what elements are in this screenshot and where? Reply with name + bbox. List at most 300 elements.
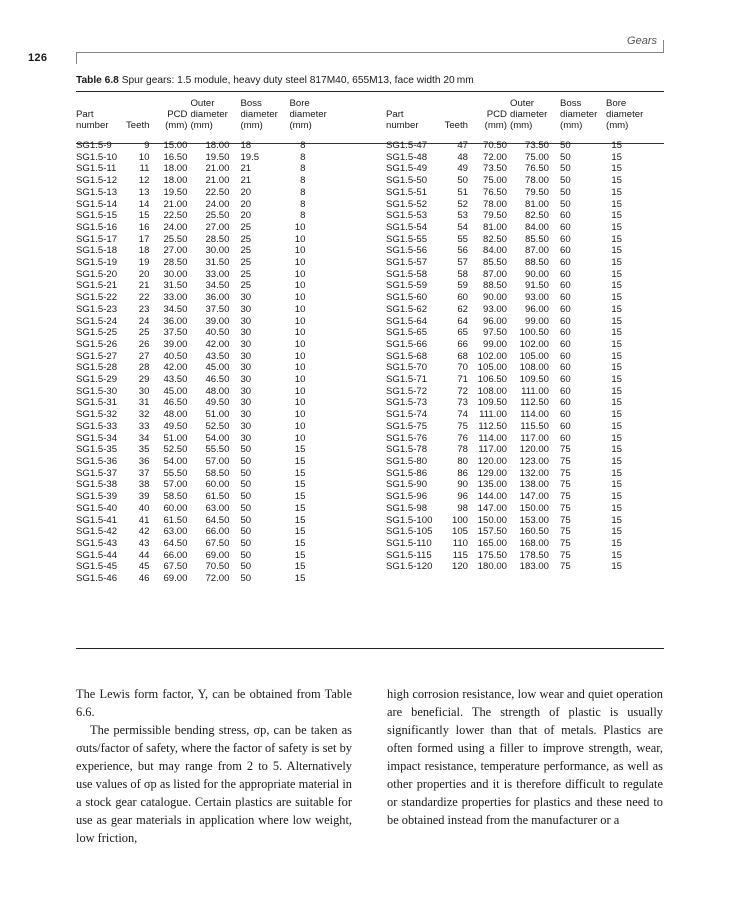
- table-cell: 48: [457, 151, 468, 163]
- table-cell: 78.00: [524, 175, 549, 187]
- table-cell: 19.5: [240, 151, 260, 163]
- table-cell: 50: [240, 444, 252, 456]
- table-cell: 46.50: [163, 397, 188, 409]
- table-cell: 60: [560, 374, 571, 386]
- column-header: number: [386, 120, 419, 131]
- table-cell: 15: [611, 327, 622, 339]
- table-cell: 25: [240, 280, 252, 292]
- table-cell: 98: [457, 502, 468, 514]
- table-bottom-rule: [76, 648, 664, 649]
- table-row: [386, 397, 648, 409]
- table-cell: 25.50: [163, 233, 188, 245]
- table-cell: 15: [294, 455, 306, 467]
- table-cell: 13: [138, 186, 150, 198]
- table-cell: 82.50: [482, 233, 507, 245]
- table-cell: 93.00: [482, 303, 507, 315]
- table-cell: SG1.5-42: [76, 526, 118, 538]
- table-cell: 69.00: [205, 549, 230, 561]
- table-cell: 90: [457, 479, 468, 491]
- table-cell: SG1.5-20: [76, 268, 118, 280]
- table-cell: 70: [457, 362, 468, 374]
- table-cell: 50: [560, 163, 571, 175]
- table-cell: 178.50: [519, 549, 549, 561]
- body-column-left: [76, 685, 352, 847]
- gear-table-left: [76, 98, 331, 585]
- column-header: (mm): [190, 120, 213, 131]
- table-cell: 50: [240, 502, 252, 514]
- table-cell: 8: [300, 210, 306, 222]
- table-cell: 10: [294, 221, 306, 233]
- table-cell: 10: [294, 268, 306, 280]
- table-cell: 15: [611, 140, 622, 151]
- table-row: [76, 362, 331, 374]
- table-cell: SG1.5-100: [386, 514, 433, 526]
- table-cell: SG1.5-96: [386, 491, 428, 503]
- table-cell: 60: [560, 409, 571, 421]
- table-cell: 8: [300, 151, 306, 163]
- table-cell: SG1.5-78: [386, 444, 428, 456]
- table-cell: 66.00: [163, 549, 188, 561]
- table-cell: 20: [240, 186, 252, 198]
- table-cell: 22.50: [163, 210, 188, 222]
- table-cell: 10: [294, 432, 306, 444]
- table-cell: 60: [560, 245, 571, 257]
- spacer-cell: [76, 131, 331, 140]
- table-cell: 8: [300, 198, 306, 210]
- table-cell: SG1.5-12: [76, 175, 118, 187]
- table-row: [76, 187, 331, 199]
- table-cell: 115.50: [520, 420, 549, 432]
- table-cell: 70.50: [482, 140, 507, 151]
- table-cell: 49.50: [163, 420, 188, 432]
- table-cell: 39: [138, 491, 150, 503]
- table-cell: SG1.5-49: [386, 163, 428, 175]
- table-row: [386, 257, 648, 269]
- table-cell: 84.00: [524, 221, 549, 233]
- table-cell: SG1.5-19: [76, 257, 118, 269]
- table-cell: SG1.5-62: [386, 303, 428, 315]
- table-cell: 99.00: [482, 338, 507, 350]
- table-cell: 85.50: [482, 257, 507, 269]
- table-cell: 28.50: [205, 233, 230, 245]
- table-cell: 50: [240, 491, 252, 503]
- table-cell: 30: [240, 374, 252, 386]
- table-cell: 33: [138, 420, 150, 432]
- column-header: Bore: [606, 98, 627, 109]
- table-cell: 10: [294, 233, 306, 245]
- table-row: [386, 433, 648, 445]
- table-cell: SG1.5-44: [76, 549, 118, 561]
- table-caption: [76, 75, 474, 86]
- table-row: [76, 234, 331, 246]
- table-cell: 15: [611, 444, 622, 456]
- table-cell: 150.00: [477, 514, 507, 526]
- table-cell: SG1.5-9: [76, 140, 112, 151]
- column-header: Bore: [289, 98, 310, 109]
- table-cell: 75: [560, 444, 571, 456]
- table-cell: 50: [240, 514, 252, 526]
- table-cell: 55.50: [163, 467, 188, 479]
- table-cell: 30: [240, 303, 252, 315]
- table-cell: 50: [240, 537, 252, 549]
- table-cell: 19: [138, 257, 150, 269]
- chapter-title: Gears: [627, 35, 657, 47]
- table-cell: 21: [240, 163, 252, 175]
- body-paragraph: The permissible bending stress, σp, can be taken as σuts/factor of safety, where the factor of safety is set by experience, but may range from 2 to 5. Alternatively use values of σp as listed for the appropriate material in a stock gear catalogue. Certain plastics are suitable for use as gear materials in application where low weight, low friction,: [76, 723, 352, 845]
- table-cell: 78: [457, 444, 468, 456]
- table-cell: SG1.5-105: [386, 526, 433, 538]
- table-cell: 60: [560, 385, 571, 397]
- table-cell: 15: [611, 268, 622, 280]
- table-cell: 59: [457, 280, 468, 292]
- table-cell: 50: [560, 175, 571, 187]
- table-row: [76, 152, 331, 164]
- spacer-cell: [386, 131, 648, 140]
- table-cell: 15: [611, 362, 622, 374]
- table-row: [386, 362, 648, 374]
- table-cell: 16.50: [163, 151, 188, 163]
- table-row: [76, 386, 331, 398]
- table-cell: 50: [560, 198, 571, 210]
- table-cell: 11: [139, 163, 150, 175]
- table-cell: 15: [611, 409, 622, 421]
- table-cell: 97.50: [482, 327, 507, 339]
- table-cell: SG1.5-75: [386, 420, 428, 432]
- table-cell: 39.00: [163, 338, 188, 350]
- table-cell: 30: [138, 385, 150, 397]
- table-cell: 60: [560, 233, 571, 245]
- table-cell: 60: [560, 221, 571, 233]
- table-body: [76, 140, 331, 585]
- table-cell: SG1.5-64: [386, 315, 428, 327]
- table-cell: 15: [294, 444, 306, 456]
- table-cell: 25: [138, 327, 150, 339]
- table-cell: 79.50: [524, 186, 549, 198]
- table-row: [76, 269, 331, 281]
- table-cell: 46.50: [205, 374, 230, 386]
- table-cell: 30: [240, 338, 252, 350]
- table-cell: 105.00: [477, 362, 507, 374]
- table-cell: 147.00: [519, 491, 549, 503]
- table-cell: SG1.5-11: [76, 163, 117, 175]
- column-header: (mm): [510, 120, 533, 131]
- table-cell: SG1.5-30: [76, 385, 118, 397]
- table-cell: 60: [560, 432, 571, 444]
- table-row: [76, 339, 331, 351]
- table-cell: SG1.5-38: [76, 479, 118, 491]
- table-row: [76, 199, 331, 211]
- table-row: [76, 503, 331, 515]
- table-cell: 96: [457, 491, 468, 503]
- gear-table-right: [386, 98, 648, 573]
- table-row: [76, 304, 331, 316]
- table-row: [386, 351, 648, 363]
- table-cell: 109.50: [519, 374, 549, 386]
- table-cell: 15: [611, 502, 622, 514]
- table-cell: 117.00: [478, 444, 507, 456]
- table-cell: 87.00: [524, 245, 549, 257]
- table-cell: 100: [451, 514, 468, 526]
- table-cell: 50: [240, 526, 252, 538]
- table-cell: 24.00: [205, 198, 230, 210]
- table-cell: 15: [611, 549, 622, 561]
- table-cell: 21.00: [205, 175, 230, 187]
- table-cell: 20: [240, 210, 252, 222]
- table-cell: 75: [560, 561, 571, 573]
- table-cell: 61.50: [205, 491, 230, 503]
- table-cell: SG1.5-72: [386, 385, 428, 397]
- column-header: PCD: [486, 109, 507, 120]
- table-cell: SG1.5-28: [76, 362, 118, 374]
- table-cell: 41: [138, 514, 150, 526]
- table-row: [76, 351, 331, 363]
- table-cell: 60: [560, 362, 571, 374]
- table-cell: 34: [138, 432, 150, 444]
- table-cell: SG1.5-45: [76, 561, 118, 573]
- table-cell: 37.50: [205, 303, 230, 315]
- table-cell: 55: [457, 233, 468, 245]
- table-cell: SG1.5-55: [386, 233, 428, 245]
- table-cell: 50: [560, 140, 571, 151]
- table-cell: 58.50: [163, 491, 188, 503]
- table-cell: SG1.5-47: [386, 140, 428, 151]
- table-cell: 22.50: [205, 186, 230, 198]
- table-cell: 60: [560, 350, 571, 362]
- column-header: diameter: [190, 109, 228, 120]
- table-cell: 75.00: [482, 175, 507, 187]
- table-cell: 55.50: [205, 444, 230, 456]
- table-cell: 60: [560, 327, 571, 339]
- header-row: [386, 120, 648, 131]
- table-cell: 52.50: [163, 444, 188, 456]
- table-cell: SG1.5-57: [386, 257, 428, 269]
- table-cell: 82.50: [524, 210, 549, 222]
- table-cell: 10: [294, 362, 306, 374]
- table-cell: 62: [457, 303, 468, 315]
- table-cell: 168.00: [519, 537, 549, 549]
- table-cell: 15: [611, 374, 622, 386]
- table-cell: 165.00: [477, 537, 507, 549]
- table-cell: 102.00: [519, 338, 549, 350]
- table-cell: 45.00: [205, 362, 230, 374]
- table-cell: 40.50: [163, 350, 188, 362]
- table-cell: 30.00: [163, 268, 188, 280]
- table-cell: 51.00: [163, 432, 188, 444]
- table-row: [386, 456, 648, 468]
- table-cell: 43: [138, 537, 150, 549]
- table-cell: 54.00: [205, 432, 230, 444]
- table-cell: 15: [294, 467, 306, 479]
- table-cell: 52.50: [205, 420, 230, 432]
- page-number: 126: [28, 52, 48, 64]
- table-cell: 15: [294, 561, 306, 573]
- table-cell: 60.00: [163, 502, 188, 514]
- table-cell: 72: [457, 385, 468, 397]
- table-cell: 74: [457, 409, 468, 421]
- table-cell: 54.00: [163, 455, 188, 467]
- table-cell: 31.50: [163, 280, 188, 292]
- table-cell: 99.00: [524, 315, 549, 327]
- table-row: [386, 245, 648, 257]
- table-cell: 43.50: [163, 374, 188, 386]
- table-cell: 43.50: [205, 350, 230, 362]
- table-cell: 34.50: [205, 280, 230, 292]
- table-cell: 19.50: [163, 186, 188, 198]
- table-cell: 18: [138, 245, 150, 257]
- table-row: [76, 515, 331, 527]
- table-row: [386, 140, 648, 152]
- table-cell: 54: [457, 221, 468, 233]
- table-cell: 25: [240, 268, 252, 280]
- table-cell: 51: [457, 186, 468, 198]
- header-row: [76, 98, 331, 109]
- table-cell: 15: [611, 292, 622, 304]
- column-header: Part: [386, 109, 404, 120]
- table-row: [76, 561, 331, 573]
- table-cell: 75: [560, 537, 571, 549]
- column-header: diameter: [560, 109, 598, 120]
- table-cell: SG1.5-74: [386, 409, 428, 421]
- table-cell: 75: [457, 420, 468, 432]
- table-row: [386, 175, 648, 187]
- header-row: [386, 98, 648, 109]
- table-cell: SG1.5-115: [386, 549, 432, 561]
- table-row: [386, 421, 648, 433]
- table-row: [386, 187, 648, 199]
- running-head: [0, 0, 737, 64]
- table-cell: 52: [457, 198, 468, 210]
- table-cell: 28: [138, 362, 150, 374]
- table-row: [76, 479, 331, 491]
- table-cell: SG1.5-25: [76, 327, 118, 339]
- column-header: Outer: [510, 98, 534, 109]
- table-cell: 183.00: [519, 561, 549, 573]
- table-cell: SG1.5-43: [76, 537, 118, 549]
- table-cell: 90.00: [482, 292, 507, 304]
- column-header: (mm): [484, 120, 507, 131]
- table-cell: SG1.5-76: [386, 432, 428, 444]
- table-cell: 18.00: [163, 163, 188, 175]
- table-cell: 15: [611, 561, 622, 573]
- table-cell: 26: [138, 338, 150, 350]
- table-row: [386, 222, 648, 234]
- table-row: [76, 245, 331, 257]
- table-cell: 80: [457, 455, 468, 467]
- column-header: Teeth: [126, 120, 150, 131]
- table-cell: 71: [457, 374, 468, 386]
- table-cell: 63.00: [205, 502, 230, 514]
- table-cell: 10: [138, 151, 150, 163]
- table-cell: SG1.5-35: [76, 444, 118, 456]
- table-cell: 160.50: [519, 526, 549, 538]
- table-cell: 32: [138, 409, 150, 421]
- table-cell: 10: [294, 280, 306, 292]
- table-cell: 86: [457, 467, 468, 479]
- table-cell: SG1.5-33: [76, 420, 118, 432]
- table-cell: 15: [294, 479, 306, 491]
- table-cell: 18.00: [163, 175, 188, 187]
- table-cell: SG1.5-31: [76, 397, 118, 409]
- table-cell: 30: [240, 350, 252, 362]
- table-row: [386, 339, 648, 351]
- table-cell: 30.00: [205, 245, 230, 257]
- table-cell: 10: [294, 420, 306, 432]
- table-cell: 60: [560, 315, 571, 327]
- table-cell: SG1.5-65: [386, 327, 428, 339]
- table-cell: SG1.5-13: [76, 186, 118, 198]
- header-row: [386, 109, 648, 120]
- table-cell: 76: [457, 432, 468, 444]
- table-cell: 24.00: [163, 221, 188, 233]
- table-cell: 90.00: [524, 268, 549, 280]
- table-cell: 85.50: [524, 233, 549, 245]
- table-cell: SG1.5-52: [386, 198, 428, 210]
- table-cell: 15: [611, 210, 622, 222]
- table-cell: 8: [300, 163, 306, 175]
- table-cell: 20: [240, 198, 252, 210]
- header-row: [76, 120, 331, 131]
- table-row: [76, 397, 331, 409]
- table-row: [386, 386, 648, 398]
- table-cell: 53: [457, 210, 468, 222]
- table-cell: 120.00: [477, 455, 507, 467]
- table-cell: 78.00: [482, 198, 507, 210]
- table-cell: 75: [560, 549, 571, 561]
- table-row: [76, 327, 331, 339]
- table-row: [76, 444, 331, 456]
- table-cell: 135.00: [477, 479, 507, 491]
- column-header: diameter: [289, 109, 327, 120]
- table-cell: SG1.5-90: [386, 479, 428, 491]
- table-cell: 157.50: [477, 526, 507, 538]
- column-header: (mm): [560, 120, 583, 131]
- body-paragraph: The Lewis form factor, Y, can be obtained from Table 6.6.: [76, 687, 352, 719]
- table-cell: 10: [294, 303, 306, 315]
- header-rule: [76, 52, 664, 53]
- table-cell: 60: [457, 292, 468, 304]
- table-cell: 129.00: [477, 467, 507, 479]
- column-header: Boss: [240, 98, 262, 109]
- table-cell: 60: [560, 338, 571, 350]
- table-cell: 50: [240, 467, 252, 479]
- table-cell: SG1.5-50: [386, 175, 428, 187]
- table-cell: 49.50: [205, 397, 230, 409]
- table-row: [76, 433, 331, 445]
- table-cell: 138.00: [519, 479, 549, 491]
- table-cell: 15: [611, 257, 622, 269]
- table-cell: 15: [294, 502, 306, 514]
- table-cell: SG1.5-27: [76, 350, 118, 362]
- table-cell: 48.00: [163, 409, 188, 421]
- table-cell: 105: [451, 526, 468, 538]
- column-header: Boss: [560, 98, 582, 109]
- table-cell: 10: [294, 327, 306, 339]
- table-row: [76, 538, 331, 550]
- table-row: [386, 327, 648, 339]
- table-cell: 114.00: [520, 409, 549, 421]
- column-header: [76, 98, 126, 109]
- table-cell: 15: [611, 420, 622, 432]
- table-cell: 132.00: [519, 467, 549, 479]
- table-cell: 12: [138, 175, 150, 187]
- table-cell: 81.00: [524, 198, 549, 210]
- table-cell: 42: [138, 526, 150, 538]
- table-cell: 15: [611, 526, 622, 538]
- table-cell: 18.00: [205, 140, 230, 151]
- table-cell: 29: [138, 374, 150, 386]
- table-cell: 114.00: [478, 432, 507, 444]
- table-row: [386, 304, 648, 316]
